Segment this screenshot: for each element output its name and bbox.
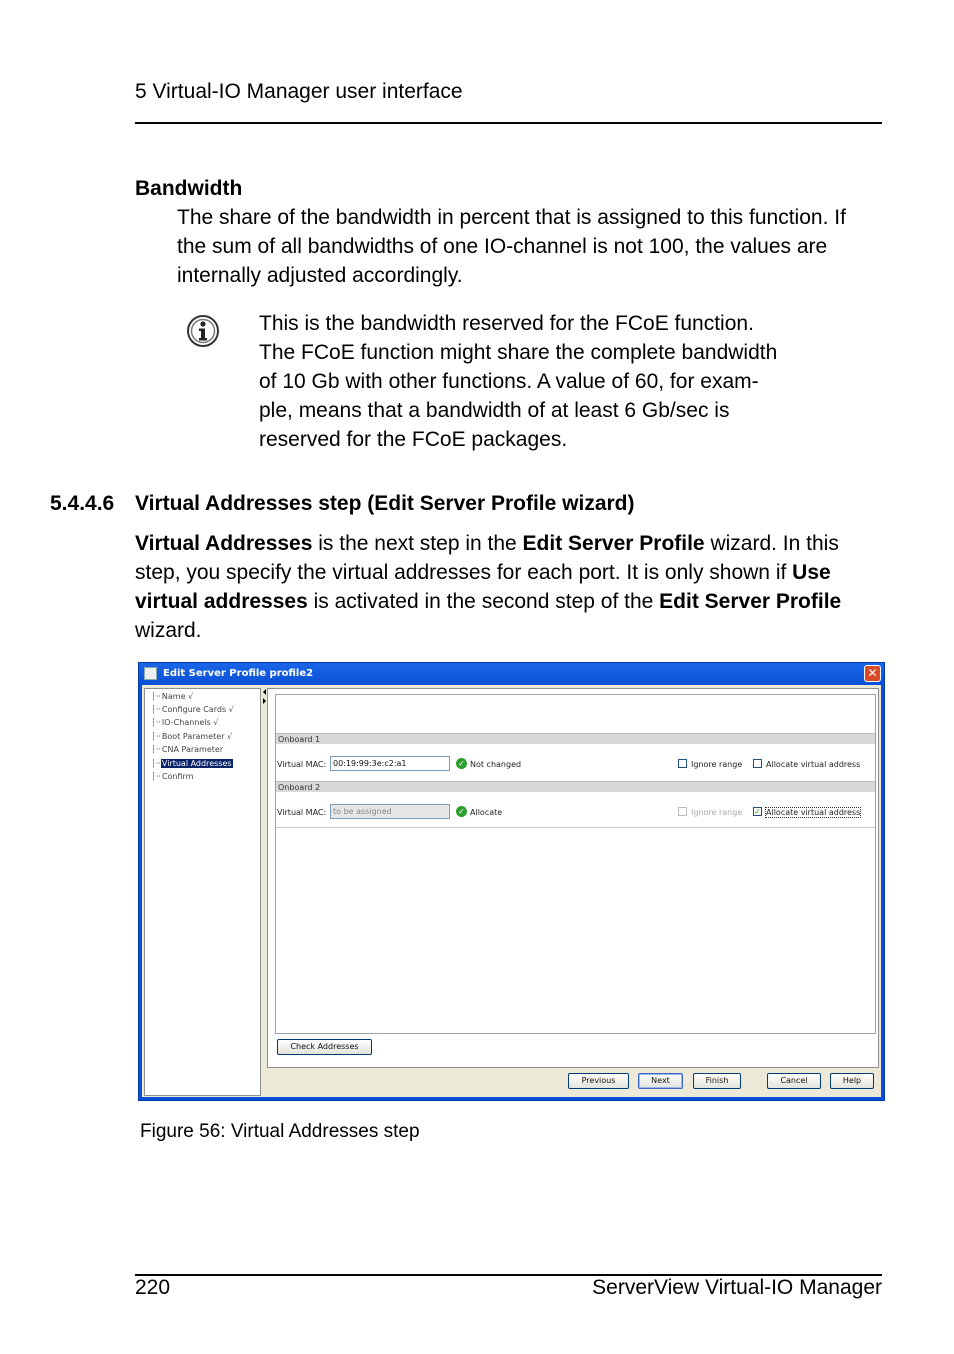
edit-server-profile-dialog [138,662,885,1101]
bandwidth-desc-line-2: the sum of all bandwidths of one IO-channel is not 100, the values are [177,235,828,258]
status-label-2: Allocate [470,808,503,817]
section-title: Virtual Addresses step (Edit Server Profile wizard) [135,492,635,515]
note-line-3: of 10 Gb with other functions. A value of 60, for exam- [259,370,759,393]
tree-item-virtual-addresses[interactable]: ┆··Virtual Addresses [151,759,232,768]
tree-item-confirm[interactable]: ┆··Confirm [151,772,194,781]
tree-item-configure-cards[interactable]: ┆··Configure Cards √ [151,705,234,714]
virtual-addresses-panel [267,688,879,1068]
virtual-mac-label-2: Virtual MAC: [277,808,327,817]
intro-line-4: wizard. [135,619,202,642]
addresses-scroll-area [275,694,876,1034]
section-onboard-1: Onboard 1 [276,733,875,744]
figure-caption: Figure 56: Virtual Addresses step [140,1121,420,1142]
note-line-4: ple, means that a bandwidth of at least 6 Gb/sec is [259,399,730,422]
intro-line-3: virtual addresses is activated in the second step of the Edit Server Profile [135,590,842,613]
info-icon [186,314,220,348]
allocate-label-2: Allocate virtual address [766,808,861,817]
dialog-title: Edit Server Profile profile2 [163,668,314,679]
tree-item-io-channels[interactable]: ┆··IO-Channels √ [151,718,219,727]
virtual-mac-field-2[interactable]: to be assigned [330,804,450,819]
check-addresses-button[interactable]: Check Addresses [277,1039,372,1055]
virtual-mac-label-1: Virtual MAC: [277,760,327,769]
tree-item-name[interactable]: ┆··Name √ [151,692,194,701]
status-label-1: Not changed [470,760,522,769]
term-bandwidth: Bandwidth [135,177,243,200]
allocate-checkbox-1[interactable] [753,759,762,768]
ignore-range-checkbox-1[interactable] [678,759,687,768]
check-ok-icon: ✓ [456,806,467,817]
section-onboard-2: Onboard 2 [276,781,875,792]
section-number: 5.4.4.6 [50,492,115,515]
dialog-client [142,685,881,1097]
finish-button[interactable]: Finish [693,1073,741,1089]
java-app-icon [144,667,157,680]
note-line-1: This is the bandwidth reserved for the FCoE function. [259,312,754,335]
wizard-step-tree [144,688,261,1096]
running-header: 5 Virtual-IO Manager user interface [135,80,463,103]
footer-title: ServerView Virtual-IO Manager [592,1276,882,1299]
page-number: 220 [135,1276,171,1299]
ignore-range-label-1: Ignore range [691,760,743,769]
check-ok-icon: ✓ [456,758,467,769]
allocate-label-1: Allocate virtual address [766,760,861,769]
virtual-mac-field-1[interactable]: 00:19:99:3e:c2:a1 [330,756,450,771]
ignore-range-checkbox-2[interactable] [678,807,687,816]
help-button[interactable]: Help [830,1073,874,1089]
dialog-titlebar [139,663,884,685]
cancel-button[interactable]: Cancel [767,1073,821,1089]
tree-item-boot-parameter[interactable]: ┆··Boot Parameter √ [151,732,233,741]
tree-item-cna-parameter[interactable]: ┆··CNA Parameter [151,745,224,754]
note-line-2: The FCoE function might share the complete bandwidth [259,341,778,364]
intro-line-1: Virtual Addresses is the next step in the Edit Server Profile wizard. In this [135,532,839,555]
allocate-checkbox-2[interactable]: ✓ [754,807,761,816]
section-divider [276,827,875,828]
intro-line-2: step, you specify the virtual addresses for each port. It is only shown if Use [135,561,831,584]
bandwidth-desc-line-1: The share of the bandwidth in percent that is assigned to this function. If [177,206,846,229]
previous-button[interactable]: Previous [568,1073,629,1089]
ignore-range-label-2: Ignore range [691,808,743,817]
note-line-5: reserved for the FCoE packages. [259,428,568,451]
next-button[interactable]: Next [638,1073,683,1089]
header-rule [135,122,882,124]
bandwidth-desc-line-3: internally adjusted accordingly. [177,264,463,287]
close-icon[interactable]: ✕ [864,665,881,682]
